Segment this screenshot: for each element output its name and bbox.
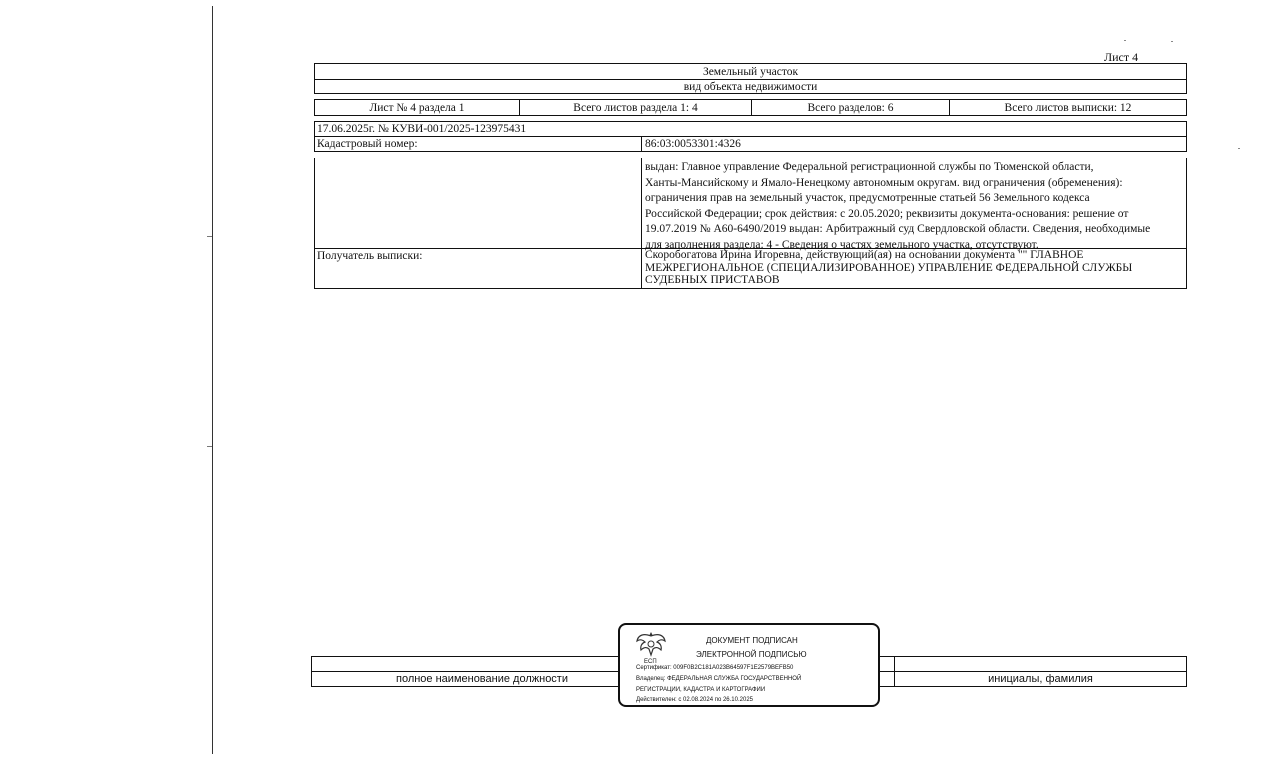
summary-row [314,99,1187,116]
cadastral-label: Кадастровый номер: [317,138,418,150]
scan-speck [1238,148,1240,149]
sheet-label: Лист 4 [1104,50,1139,64]
margin-line [212,6,213,754]
stamp-owner-line2: РЕГИСТРАЦИИ, КАДАСТРА И КАРТОГРАФИИ [636,687,766,693]
extract-date-number: 17.06.2025г. № КУВИ-001/2025-123975431 [317,123,527,135]
encumbrance-line: ограничения прав на земельный участок, предусмотренные статьей 56 Земельного кодекса [645,192,1090,204]
sheet-of-section: Лист № 4 раздела 1 [369,102,465,114]
stamp-certificate: Сертификат: 009F0B2C181A023B64597F1E2579BEFB50 [636,665,794,671]
object-caption: вид объекта недвижимости [683,81,818,93]
emblem-caption: ЕСП [644,659,657,665]
recipient-line: МЕЖРЕГИОНАЛЬНОЕ (СПЕЦИАЛИЗИРОВАННОЕ) УПРАВЛЕНИЕ ФЕДЕРАЛЬНОЙ СЛУЖБЫ [645,261,1133,274]
name-caption: инициалы, фамилия [988,673,1093,685]
total-sections: Всего разделов: 6 [807,102,894,114]
stamp-title-line2: ЭЛЕКТРОННОЙ ПОДПИСЬЮ [696,650,807,659]
divider [641,158,642,288]
encumbrance-line: 19.07.2019 № А60-6490/2019 выдан: Арбитражный суд Свердловской области. Сведения, необходимые [645,223,1151,235]
encumbrance-line: Российской Федерации; срок действия: с 20.05.2020; реквизиты документа-основания: решение от [645,207,1129,220]
scan-speck [1124,40,1126,41]
stamp-validity: Действителен: с 02.08.2024 по 26.10.2025 [636,697,753,703]
divider [641,137,642,151]
recipient-line: СУДЕБНЫХ ПРИСТАВОВ [645,274,780,286]
cadastral-number: 86:03:0053301:4326 [645,138,741,150]
total-sheets-section: Всего листов раздела 1: 4 [573,102,698,114]
scan-speck [1171,41,1173,42]
record-box [314,121,1187,152]
total-sheets-extract: Всего листов выписки: 12 [1004,102,1132,114]
margin-tick [207,446,212,447]
encumbrance-text [645,160,1185,251]
divider [315,136,1186,137]
encumbrance-line: для заполнения раздела: 4 - Сведения о частях земельного участка, отсутствуют. [645,238,1039,251]
recipient-text [645,249,1185,287]
e-signature-stamp [618,623,880,707]
details-table [314,158,1187,289]
stamp-title-line1: ДОКУМЕНТ ПОДПИСАН [706,636,798,645]
recipient-label: Получатель выписки: [317,250,423,262]
eagle-emblem-icon [634,629,668,659]
stamp-owner-line1: Владелец: ФЕДЕРАЛЬНАЯ СЛУЖБА ГОСУДАРСТВЕННОЙ [636,676,802,682]
recipient-line: Скоробогатова Ирина Игоревна, действующий(ая) на основании документа "" ГЛАВНОЕ [645,249,1084,261]
position-caption: полное наименование должности [395,673,568,685]
encumbrance-line: Ханты-Мансийскому и Ямало-Ненецкому автономным округам. вид ограничения (обременения): [645,176,1123,189]
margin-tick [207,236,212,237]
encumbrance-line: выдан: Главное управление Федеральной регистрационной службы по Тюменской области, [645,161,1094,173]
object-type: Земельный участок [702,66,799,78]
object-type-box [314,63,1187,94]
